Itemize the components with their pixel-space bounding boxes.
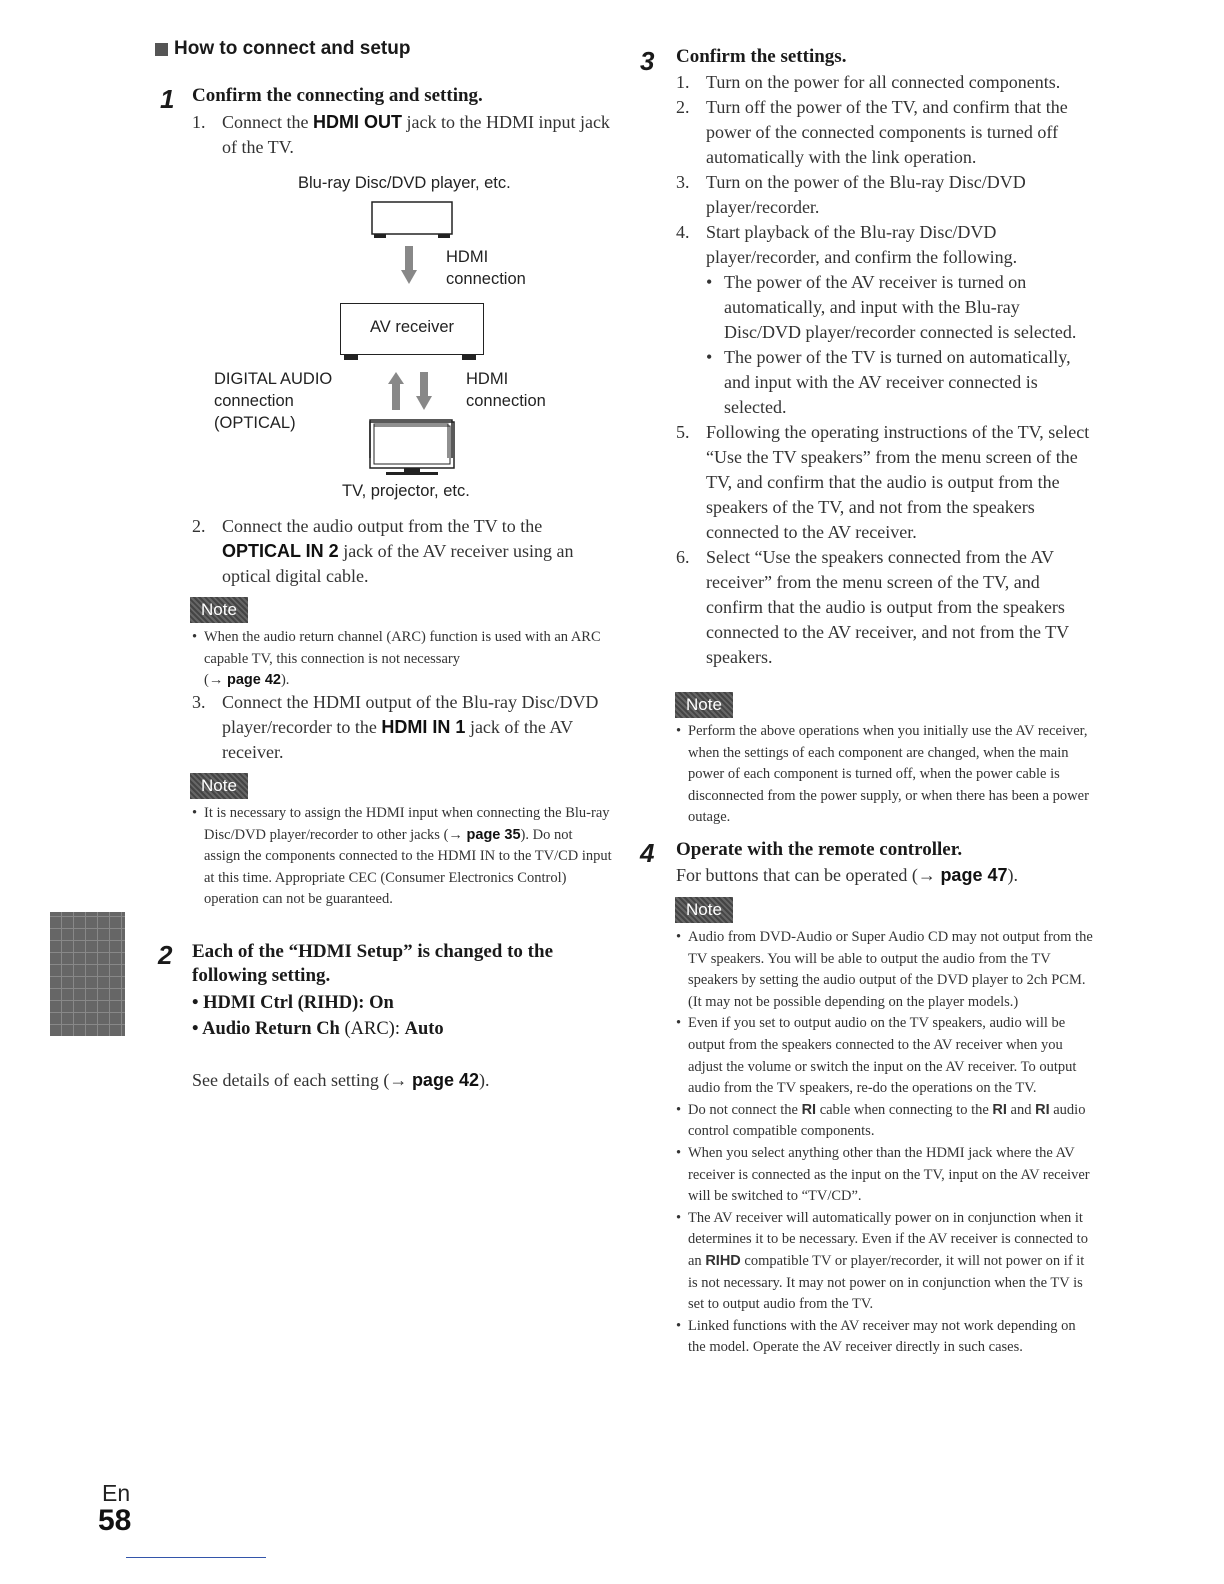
step-number: 1	[160, 84, 175, 114]
page-link[interactable]: page 47	[940, 865, 1008, 885]
tv-device-icon	[368, 420, 458, 478]
step-number: 2	[158, 940, 173, 970]
step-heading: Operate with the remote controller.	[676, 839, 963, 860]
rihd-logo-icon: RIHD	[705, 1252, 741, 1269]
player-device-icon	[372, 202, 452, 234]
see-details-text: See details of each setting (→ page 42).	[192, 1070, 490, 1090]
square-bullet-icon	[155, 43, 168, 56]
rihd-logo-icon: RI	[1035, 1101, 1050, 1118]
page-link[interactable]: page 42	[411, 1070, 479, 1090]
step-heading: Each of the “HDMI Setup” is changed to the following setting.	[192, 941, 554, 986]
list-item: 2. Connect the audio output from the TV to the OPTICAL IN 2 jack of the AV receiver using an optical digital cable.	[192, 516, 574, 586]
step-heading: Confirm the connecting and setting.	[192, 85, 483, 106]
step-heading: Confirm the settings.	[676, 46, 847, 67]
note-badge: Note	[190, 597, 248, 623]
player-label: Blu-ray Disc/DVD player, etc.	[298, 174, 511, 192]
arrow-down-icon	[405, 246, 413, 272]
right-column	[620, 0, 1224, 1584]
settings-list: 1. Turn on the power for all connected components. 2. Turn off the power of the TV, and confirm that the power of the connected components is turned off automatically with the link operation. 3. Turn on the power of the Blu-ray Disc/DVD player/recorder. 4. Start playback of the Blu-ray Disc/DVD player/recorder, and confirm the following. • The power of the AV receiver is turned on automatically, and input with the Blu-ray Disc/DVD player/recorder connected is selected. • The power of the TV is turned on automatically, and input with the AV receiver connected is selected. 5. Following the operating instructions of the TV, select “Use the TV speakers” from the menu screen of the TV, and confirm that the audio is output from the speakers of the TV, and not from the speakers connected to the AV receiver. 6. Select “Use the speakers connected from the AV receiver” from the menu screen of the TV, and confirm that the audio is output from the speakers connected to the AV receiver, and not from the TV speakers.	[676, 72, 1090, 667]
setting-list: • HDMI Ctrl (RIHD): On • Audio Return Ch (ARC): Auto	[192, 993, 444, 1039]
rihd-logo-icon: RI	[801, 1101, 817, 1118]
note-text: • It is necessary to assign the HDMI input when connecting the Blu-ray Disc/DVD player/recorder to other jacks (→ page 35). Do not assign the components connected to the HDMI IN to the TV/CD input at this time. Appropriate CEC (Consumer Electronics Control) operation can not be guaranteed.	[192, 805, 612, 908]
hdmi-top-label: HDMI connection	[446, 248, 526, 288]
list-item: 3. Connect the HDMI output of the Blu-ray Disc/DVD player/recorder to the HDMI IN 1 jack of the AV receiver.	[192, 692, 599, 762]
av-receiver-label: AV receiver	[369, 318, 455, 336]
note-badge: Note	[190, 773, 248, 799]
bidirectional-arrows-icon	[382, 370, 442, 412]
digital-audio-label: DIGITAL AUDIO connection (OPTICAL)	[214, 370, 333, 432]
hdmi-bottom-label: HDMI connection	[466, 370, 546, 410]
list-item: 1. Connect the HDMI OUT jack to the HDMI input jack of the TV.	[192, 112, 610, 157]
note-badge: Note	[675, 692, 733, 718]
section-index-tab	[50, 912, 125, 1036]
step-number: 3	[640, 46, 655, 76]
language-label: En	[102, 1480, 131, 1506]
remote-line: For buttons that can be operated (→ page 47).	[676, 865, 1018, 885]
note-text: • Audio from DVD-Audio or Super Audio CD may not output from the TV speakers. You will be able to output the audio from the TV speakers by setting the audio output of the DVD player to 2ch PCM. (It may not be possible depending on the player models.) • Even if you set to output audio on the TV speakers, audio will be output from the speakers connected to the AV receiver when you adjust the volume or switch the input on the AV receiver. To output audio from the TV speakers, re-do the operations on the TV. • Do not connect the RI cable when connecting to the RI and RI audio control compatible components. • When you select anything other than the HDMI jack where the AV receiver is connected as the input on the TV, input on the AV receiver will be switched to “TV/CD”. • The AV receiver will automatically power on in conjunction when it determines it to be necessary. Even if the AV receiver is connected to an RIHD compatible TV or player/recorder, it will not power on if it is not necessary. It may not power on in conjunction when the TV is set to output audio from the TV. • Linked functions with the AV receiver may not work depending on the model. Operate the AV receiver directly in such cases.	[676, 929, 1093, 1356]
section-title: How to connect and setup	[155, 38, 410, 60]
rihd-logo-icon: RI	[992, 1101, 1007, 1118]
note-text: • Perform the above operations when you initially use the AV receiver, when the settings of each component are changed, when the main power of each component is turned off, when the power cable is disconnected from the power supply, or when there has been a power outage.	[676, 723, 1089, 826]
note-badge: Note	[675, 897, 733, 923]
tv-label: TV, projector, etc.	[342, 482, 470, 500]
page-number: 58	[98, 1504, 132, 1537]
step-number: 4	[640, 838, 655, 868]
footer-rule	[126, 1557, 266, 1558]
note-text: • When the audio return channel (ARC) function is used with an ARC capable TV, this connection is not necessary (→ page 42).	[192, 629, 601, 689]
av-receiver-box	[340, 303, 484, 355]
